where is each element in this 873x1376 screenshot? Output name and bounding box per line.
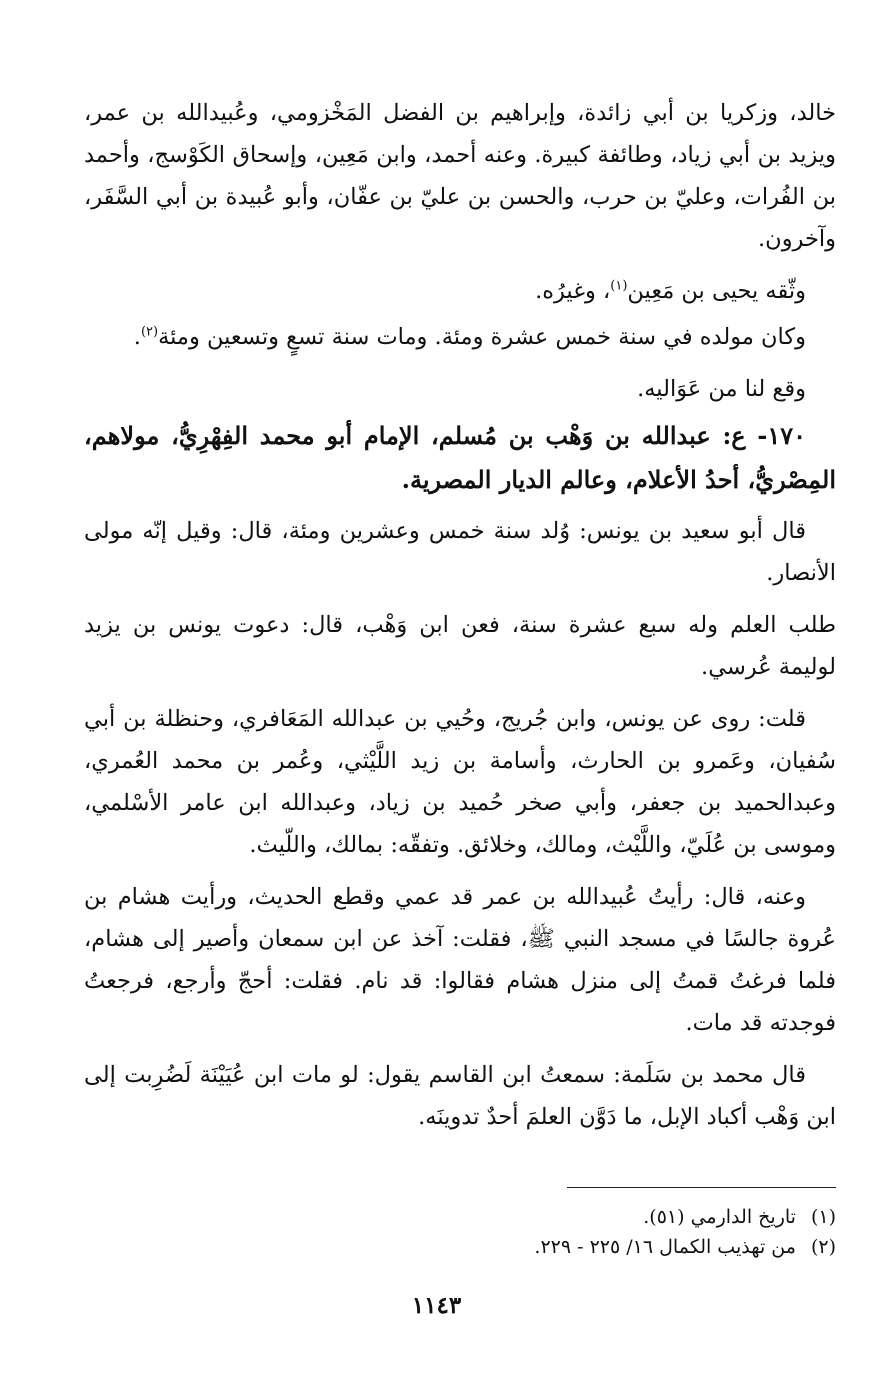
paragraph-3-text: وكان مولده في سنة خمس عشرة ومئة. ومات سنة تسعٍ وتسعين ومئة — [158, 324, 806, 350]
entry-title: عبدالله بن وَهْب بن مُسلم، الإمام أبو محمد الفِهْرِيُّ، مولاهم، المِصْريُّ، أحدُ الأعلام، وعالم الديار المصرية. — [84, 421, 836, 494]
footnote-ref-2[interactable]: (٢) — [140, 324, 159, 340]
paragraph-2-tail: ، وغيرُه. — [535, 278, 611, 304]
paragraph-3-tail: . — [133, 324, 141, 350]
paragraph-9: قال محمد بن سَلَمة: سمعتُ ابن القاسم يقول: لو مات ابن عُيَيْنَة لَضُرِبت إلى ابن وَهْب أكباد الإبل، ما دَوَّن العلمَ أحدٌ تدوينَه. — [84, 1062, 836, 1130]
footnote-1-text: تاريخ الدارمي (٥١). — [643, 1206, 796, 1228]
paragraph-3 — [84, 316, 836, 358]
paragraph-2 — [84, 270, 836, 312]
page-number: ١١٤٣ — [411, 1292, 462, 1319]
footnote-2-text: من تهذيب الكمال ١٦/ ٢٢٥ - ٢٢٩. — [534, 1236, 796, 1258]
footnote-1 — [84, 1202, 836, 1232]
paragraph-8: وعنه، قال: رأيتُ عُبيدالله بن عمر قد عمي وقطع الحديث، ورأيت هشام بن عُروة جالسًا في مسجد النبي ﷺ، فقلت: آخذ عن ابن سمعان وأصير إلى هشام، فلما فرغتُ قمتُ إلى منزل هشام فقالوا: قد نام. فقلت: أحجّ وأرجع، فرجعتُ فوجدته قد مات. — [84, 884, 836, 1036]
footnote-2 — [84, 1232, 836, 1262]
paragraph-7: قلت: روى عن يونس، وابن جُريج، وحُيي بن عبدالله المَعَافري، وحنظلة بن أبي سُفيان، وعَمرو بن الحارث، وأسامة بن زيد اللَّيْثي، وعُمر بن محمد العُمري، وعبدالحميد بن جعفر، وأبي صخر حُميد بن زياد، وعبدالله ابن عامر الأسْلمي، وموسى بن عُلَيّ، واللَّيْث، ومالك، وخلائق. وتفقّه: بمالك، واللّيث. — [84, 706, 836, 858]
paragraph-6: طلب العلم وله سبع عشرة سنة، فعن ابن وَهْب، قال: دعوت يونس بن يزيد لوليمة عُرسي. — [84, 612, 836, 680]
entry-number: ١٧٠- ع: — [722, 421, 807, 450]
paragraph-1: خالد، وزكريا بن أبي زائدة، وإبراهيم بن الفضل المَخْزومي، وعُبيدالله بن عمر، ويزيد بن أبي زياد، وطائفة كبيرة. وعنه أحمد، وابن مَعِين، وإسحاق الكَوْسج، وأحمد بن الفُرات، وعليّ بن حرب، والحسن بن عليّ بن عفّان، وأبو عُبيدة بن أبي السَّفَر، وآخرون. — [84, 100, 836, 252]
footnote-ref-1[interactable]: (١) — [610, 278, 628, 294]
paragraph-4: وقع لنا من عَوَاليه. — [637, 376, 806, 402]
paragraph-5: قال أبو سعيد بن يونس: وُلد سنة خمس وعشرين ومئة، قال: وقيل إنّه مولى الأنصار. — [84, 518, 836, 586]
footnote-1-number: (١) — [810, 1206, 836, 1228]
paragraph-2-text: وثّقه يحيى بن مَعِين — [627, 278, 806, 304]
page-body — [84, 92, 836, 1148]
entry-heading — [84, 414, 836, 502]
footnotes — [84, 1202, 836, 1262]
footnote-2-number: (٢) — [810, 1236, 836, 1258]
footnote-divider — [567, 1187, 836, 1188]
